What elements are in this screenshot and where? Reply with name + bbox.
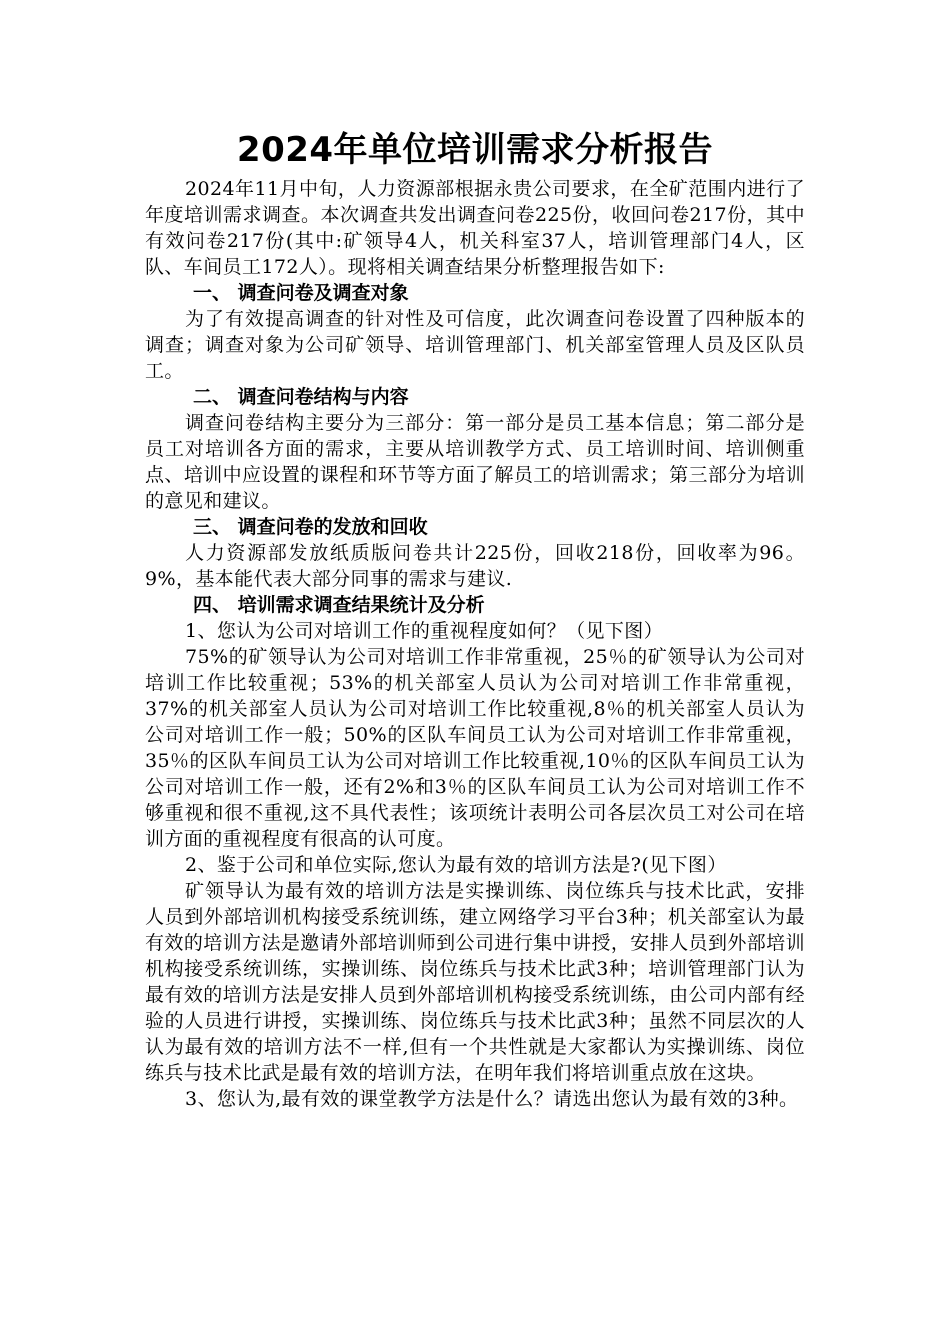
question-1-analysis: 75%的矿领导认为公司对培训工作非常重视，25％的矿领导认为公司对培训工作比较重视；53%的机关部室人员认为公司对培训工作非常重视，37%的机关部室人员认为公司对培训工作比较重视,8％的机关部室人员认为公司对培训工作一般；50%的区队车间员工认为公司对培训工作非常重视，35％的区队车间员工认为公司对培训工作比较重视,10％的区队车间员工认为公司对培训工作一般，还有2%和3％的区队车间员工认为公司对培训工作不够重视和很不重视,这不具代表性；该项统计表明公司各层次员工对公司在培训方面的重视程度有很高的认可度。	[145, 646, 805, 850]
question-2-analysis: 矿领导认为最有效的培训方法是实操训练、岗位练兵与技术比武，安排人员到外部培训机构接受系统训练，建立网络学习平台3种；机关部室认为最有效的培训方法是邀请外部培训师到公司进行集中讲授，安排人员到外部培训机构接受系统训练，实操训练、岗位练兵与技术比武3种；培训管理部门认为最有效的培训方法是安排人员到外部培训机构接受系统训练，由公司内部有经验的人员进行讲授，实操训练、岗位练兵与技术比武3种；虽然不同层次的人认为最有效的培训方法不一样,但有一个共性就是大家都认为实操训练、岗位练兵与技术比武是最有效的培训方法，在明年我们将培训重点放在这块。	[145, 880, 805, 1084]
section-heading-4: 四、 培训需求调查结果统计及分析	[193, 594, 485, 616]
section-heading-3: 三、 调查问卷的发放和回收	[193, 516, 428, 538]
document-title: 2024年单位培训需求分析报告	[236, 130, 714, 170]
section-heading-1: 一、 调查问卷及调查对象	[193, 282, 409, 304]
section-3-paragraph: 人力资源部发放纸质版问卷共计225份，回收218份，回收率为96。9%，基本能代表大部分同事的需求与建议.	[145, 542, 805, 590]
question-3: 3、您认为,最有效的课堂教学方法是什么？请选出您认为最有效的3种。	[185, 1088, 799, 1110]
question-2: 2、鉴于公司和单位实际,您认为最有效的培训方法是?(见下图）	[185, 854, 727, 876]
intro-paragraph: 2024年11月中旬，人力资源部根据永贵公司要求，在全矿范围内进行了年度培训需求调查。本次调查共发出调查问卷225份，收回问卷217份，其中有效问卷217份(其中:矿领导4人，机关科室37人，培训管理部门4人，区队、车间员工172人）。现将相关调查结果分析整理报告如下:	[145, 178, 805, 278]
section-1-paragraph: 为了有效提高调查的针对性及可信度，此次调查问卷设置了四种版本的调查；调查对象为公司矿领导、培训管理部门、机关部室管理人员及区队员工。	[145, 308, 805, 382]
section-heading-2: 二、 调查问卷结构与内容	[193, 386, 409, 408]
section-2-paragraph: 调查问卷结构主要分为三部分：第一部分是员工基本信息；第二部分是员工对培训各方面的需求，主要从培训教学方式、员工培训时间、培训侧重点、培训中应设置的课程和环节等方面了解员工的培训需求；第三部分为培训的意见和建议。	[145, 412, 805, 512]
document-page	[145, 128, 805, 1112]
question-1: 1、您认为公司对培训工作的重视程度如何？（见下图）	[185, 620, 664, 642]
